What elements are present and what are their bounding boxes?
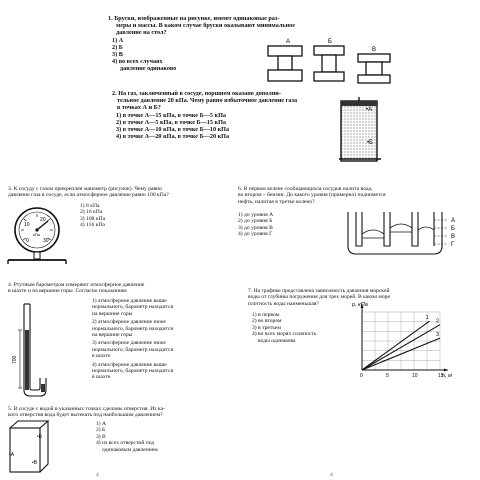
q7-line: плотность воды наименьшая? (248, 300, 319, 307)
q6-option: 3) до уровня В (238, 224, 273, 231)
x-tick-label: 5 (386, 373, 389, 379)
q1-line: 1. Бруски, изображенные на рисунке, имеют одинаковые раз- (108, 15, 280, 22)
q1-label-b: Б (328, 39, 332, 45)
q7-pressure-depth-chart (350, 304, 460, 384)
footer-left: 4 (96, 472, 99, 478)
q2-option: 4) в точке А—20 кПа, в точке Б—20 кПа (116, 133, 230, 141)
q4-option: 4) атмосферное давление выше (92, 361, 167, 368)
footer-right: 4 (330, 472, 333, 478)
series-label-2: 2 (436, 318, 440, 325)
q4-option: нормального, барометр находится (92, 346, 174, 353)
x-tick-label: 15 (438, 373, 444, 379)
q3-option: 3) 108 кПа (80, 215, 106, 222)
q2-point-a: •А (366, 107, 373, 113)
q4-option: нормального, барометр находится (92, 325, 174, 332)
q4-option: на вершине горы (92, 332, 133, 339)
q5-option: 1) А (96, 421, 107, 427)
q7-option: 3) в третьем (252, 324, 281, 331)
q6-question (238, 186, 386, 205)
q7-option: воды одинакова (258, 337, 296, 344)
q1-label-c: В (372, 47, 377, 53)
q6-level-a: А (451, 218, 456, 224)
q1-question (108, 15, 295, 36)
q5-option: 2) Б (96, 427, 106, 434)
q1-bricks-figure (262, 36, 422, 88)
gauge-label-0: 0 (26, 238, 29, 244)
gauge-label-20: 20 (40, 217, 46, 223)
q5-option: 4) из всех отверстий под (96, 440, 155, 447)
q6-level-d: Г (451, 242, 455, 248)
gauge-label-10: 10 (24, 222, 30, 228)
q5-point-c: •В (32, 460, 38, 466)
q2-line: тельное давление 20 кПа. Чему равно избыточное давление газа (117, 97, 298, 105)
q3-option: 2) 16 кПа (80, 209, 103, 216)
q4-line: в шахте и на вершине горы. Согласно показаниям (8, 288, 127, 295)
q2-question (112, 90, 297, 111)
q1-option: давление одинаково (120, 65, 177, 73)
q1-options (112, 37, 176, 72)
q2-option: 1) в точке А—15 кПа, в точке Б—5 кПа (116, 112, 226, 119)
x-tick-label: 10 (412, 373, 418, 379)
brick-stack-c (358, 54, 390, 83)
q1-option: 3) В (112, 51, 123, 59)
x-tick-label: 0 (360, 373, 363, 379)
brick-stack-a (268, 46, 302, 81)
q3-line: 3. К сосуду с газом прикреплен манометр (рисунок). Чему равно (8, 186, 162, 192)
q4-options (92, 298, 173, 381)
q6-line: во втором – бензин. До какого уровня (примерно) поднимется (238, 192, 386, 199)
x-axis-arrow (444, 369, 448, 372)
gauge-label-30: 30 (43, 238, 49, 244)
q4-question (8, 282, 144, 295)
chart-ticks (360, 373, 444, 379)
q7-options (252, 312, 316, 344)
q4-option: в шахте (92, 374, 111, 381)
q4-option: нормального, барометр находится (92, 368, 174, 375)
q5-line: 5. В сосуде с водой в указанных точках сделаны отверстия. Из ка- (8, 406, 165, 412)
q1-line: меры и массы. В каком случае бруски оказывают минимальное (116, 22, 296, 30)
q4-option: на вершине горы (92, 310, 133, 317)
liquid-levels (362, 224, 434, 238)
q3-line: давление газа в сосуде, если атмосферное давление равно 100 кПа? (8, 192, 169, 199)
q5-point-b: •Б (37, 434, 43, 440)
q6-option: 1) до уровня А (238, 212, 274, 218)
q7-option: 4) во всех морях соленость (252, 331, 317, 338)
q3-option: 4) 116 кПа (80, 222, 105, 229)
q5-option: одинаковым давлением (102, 446, 158, 453)
q6-option: 2) до уровня Б (238, 218, 273, 225)
q5-question (8, 406, 165, 419)
mercury-column (25, 330, 29, 390)
series-line-1 (362, 321, 430, 370)
q3-manometer-figure (4, 204, 74, 264)
q3-option: 1) 8 кПа (80, 203, 100, 209)
q6-option: 4) до уровня Г (238, 231, 273, 238)
q4-option: 1) атмосферное давление выше (92, 298, 167, 304)
q1-option: 2) Б (112, 44, 123, 52)
q3-options (80, 203, 105, 229)
q4-barometer-figure (10, 300, 70, 400)
q3-question (8, 186, 169, 199)
q2-line: 2. На газ, заключенный в сосуде, поршнем оказано дополни- (112, 90, 281, 97)
q7-option: 2) во втором (252, 318, 282, 325)
q4-option: 2) атмосферное давление ниже (92, 319, 166, 326)
series-label-3: 3 (436, 332, 440, 339)
q2-option: 3) в точке А—10 кПа, в точке Б—10 кПа (116, 126, 230, 134)
q7-option: 1) в первом (252, 312, 280, 318)
q6-options (238, 212, 273, 238)
q4-option: в шахте (92, 353, 111, 360)
brick-stack-b (314, 46, 344, 81)
q2-piston-vessel-figure (335, 97, 415, 172)
q5-option: 3) В (96, 433, 106, 440)
q4-option: 3) атмосферное давление ниже (92, 340, 166, 347)
series-label-1: 1 (425, 315, 429, 322)
q6-communicating-vessels-figure (340, 208, 460, 260)
baro-scale-label: 700 (12, 355, 18, 364)
q4-option: нормального, барометр находится (92, 304, 174, 311)
q4-line: 4. Ртутным барометром измеряют атмосферное давление (8, 282, 145, 288)
q6-level-b: Б (451, 226, 455, 232)
level-lines (434, 220, 448, 244)
piston (341, 101, 377, 106)
q2-point-b: •Б (367, 140, 374, 146)
q2-option: 2) в точке А—5 кПа, в точке Б—15 кПа (116, 119, 226, 127)
q5-options (96, 421, 158, 453)
q7-line: воды от глубины погружения для трех морей. В каком море (248, 294, 390, 301)
q2-options (116, 112, 229, 140)
q1-line: давление на стол? (116, 29, 167, 37)
q5-line: кого отверстия вода будет вытекать под наибольшим давлением? (8, 412, 163, 419)
q6-line: нефть, налитая в третье колено? (238, 198, 315, 205)
q7-line: 7. На графике представлена зависимость давления морской (248, 288, 390, 294)
q2-line: в точках А и Б? (117, 104, 161, 112)
gauge-unit: кПа (33, 232, 40, 237)
q1-option: 4) во всех случаях (112, 58, 163, 66)
q6-line: 6. В первом колене сообщающихся сосудов налита вода, (238, 186, 373, 192)
q5-water-vessel-figure (6, 418, 56, 476)
q1-label-a: А (286, 39, 291, 45)
q1-option: 1) А (112, 37, 124, 44)
q6-level-c: В (451, 234, 456, 240)
chart-y-label: p, кПа (352, 302, 368, 308)
chart-x-label: h, м (442, 373, 452, 379)
q5-point-a: •А (9, 452, 15, 458)
